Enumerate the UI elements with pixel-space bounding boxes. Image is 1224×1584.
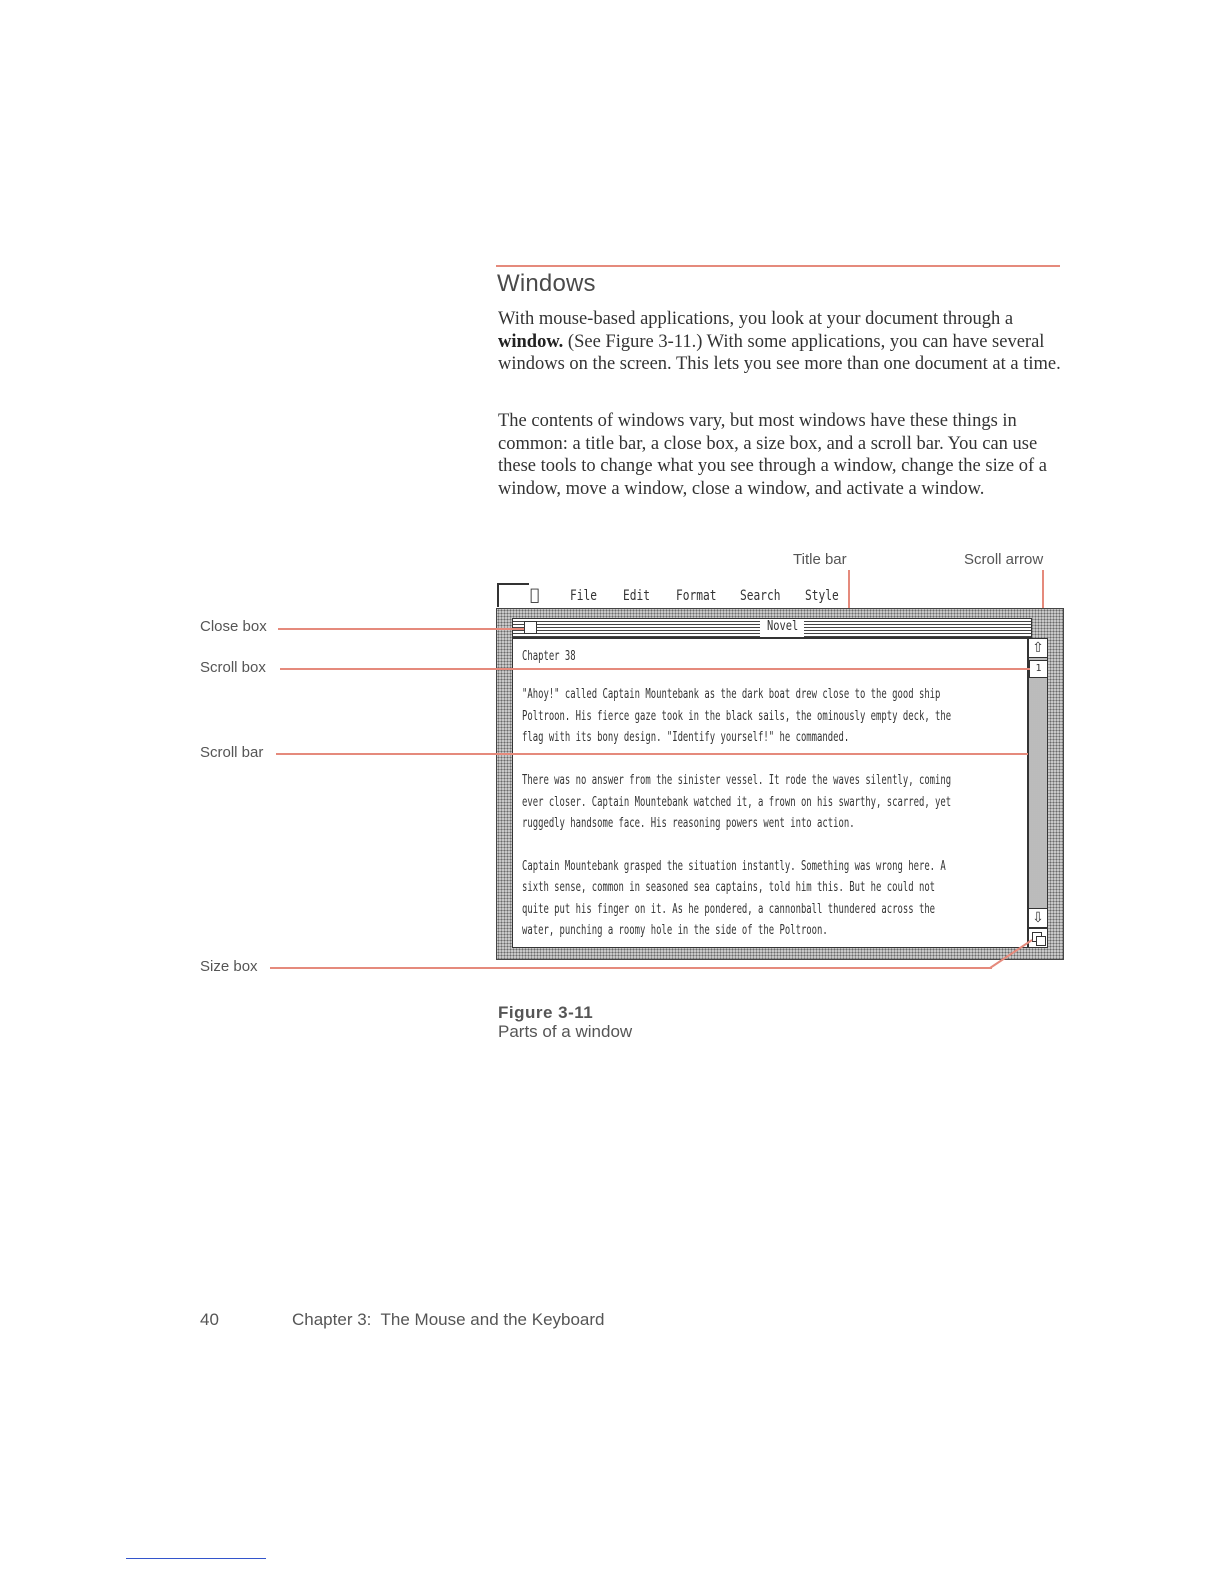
bottom-rule <box>126 1558 266 1559</box>
heading-rule <box>496 265 1060 267</box>
menubar-edge <box>497 583 529 607</box>
menu-edit[interactable]: Edit <box>623 588 650 604</box>
menu-style[interactable]: Style <box>805 588 839 604</box>
callout-scroll-arrow: Scroll arrow <box>964 551 1044 568</box>
text-line: Captain Mountebank grasped the situation instantly. Something was wrong here. A <box>522 858 946 874</box>
chapter-heading: Chapter 38 <box>522 648 576 664</box>
text-line: ruggedly handsome face. His reasoning powers went into action. <box>522 815 855 831</box>
text-line: quite put his finger on it. As he pondered, a cannonball thundered across the <box>522 901 936 917</box>
scroll-bar-leader <box>276 753 1028 755</box>
close-box-leader <box>278 628 524 630</box>
size-box-leader <box>270 967 992 969</box>
paragraph-1-after: (See Figure 3-11.) With some applications, you can have several windows on the screen. This lets you see more than one document at a time. <box>498 331 1061 374</box>
paragraph-1-before: With mouse-based applications, you look at your document through a <box>498 309 1014 329</box>
scroll-box-leader <box>280 668 1030 670</box>
menu-format[interactable]: Format <box>676 588 717 604</box>
window-title: Novel <box>767 619 799 634</box>
menu-search[interactable]: Search <box>740 588 781 604</box>
paragraph-1 <box>498 308 1068 376</box>
paragraph-1-bold: window. <box>498 331 564 352</box>
text-line: Poltroon. His fierce gaze took in the black sails, the ominously empty deck, the <box>522 708 952 724</box>
text-line: flag with its bony design. "Identify yourself!" he commanded. <box>522 729 850 745</box>
section-heading: Windows <box>497 270 596 297</box>
scroll-box[interactable]: 1 <box>1029 660 1048 678</box>
up-arrow-icon[interactable]: ⇧ <box>1028 638 1048 658</box>
page-number: 40 <box>200 1310 219 1329</box>
callout-scroll-box: Scroll box <box>200 659 266 676</box>
text-line: water, punching a roomy hole in the side of the Poltroon. <box>522 922 828 938</box>
figure-number: Figure 3-11 <box>498 1003 594 1022</box>
text-line: There was no answer from the sinister vessel. It rode the waves silently, coming <box>522 772 952 788</box>
footer-chapter: Chapter 3: The Mouse and the Keyboard <box>292 1310 605 1329</box>
figure-caption: Parts of a window <box>498 1022 633 1041</box>
paragraph-2: The contents of windows vary, but most windows have these things in common: a title bar, a close box, a size box, and a scroll bar. You can use these tools to change what you see through a window, change the size of a window, move a window, close a window, and activate a window. <box>498 411 1048 499</box>
callout-title-bar: Title bar <box>793 551 847 568</box>
down-arrow-icon[interactable]: ⇩ <box>1028 908 1048 928</box>
text-line: ever closer. Captain Mountebank watched it, a frown on his swarthy, scarred, yet <box>522 794 952 810</box>
callout-scroll-bar: Scroll bar <box>200 744 264 761</box>
scroll-bar[interactable] <box>1028 638 1048 948</box>
text-line: "Ahoy!" called Captain Mountebank as the dark boat drew close to the good ship <box>522 686 941 702</box>
menu-file[interactable]: File <box>570 588 597 604</box>
text-line: sixth sense, common in seasoned sea captains, told him this. But he could not <box>522 879 936 895</box>
callout-close-box: Close box <box>200 618 267 635</box>
apple-icon[interactable] <box>530 585 540 604</box>
callout-size-box: Size box <box>200 958 258 975</box>
close-box[interactable] <box>524 621 537 634</box>
size-box-leader-diagonal <box>988 938 1038 972</box>
